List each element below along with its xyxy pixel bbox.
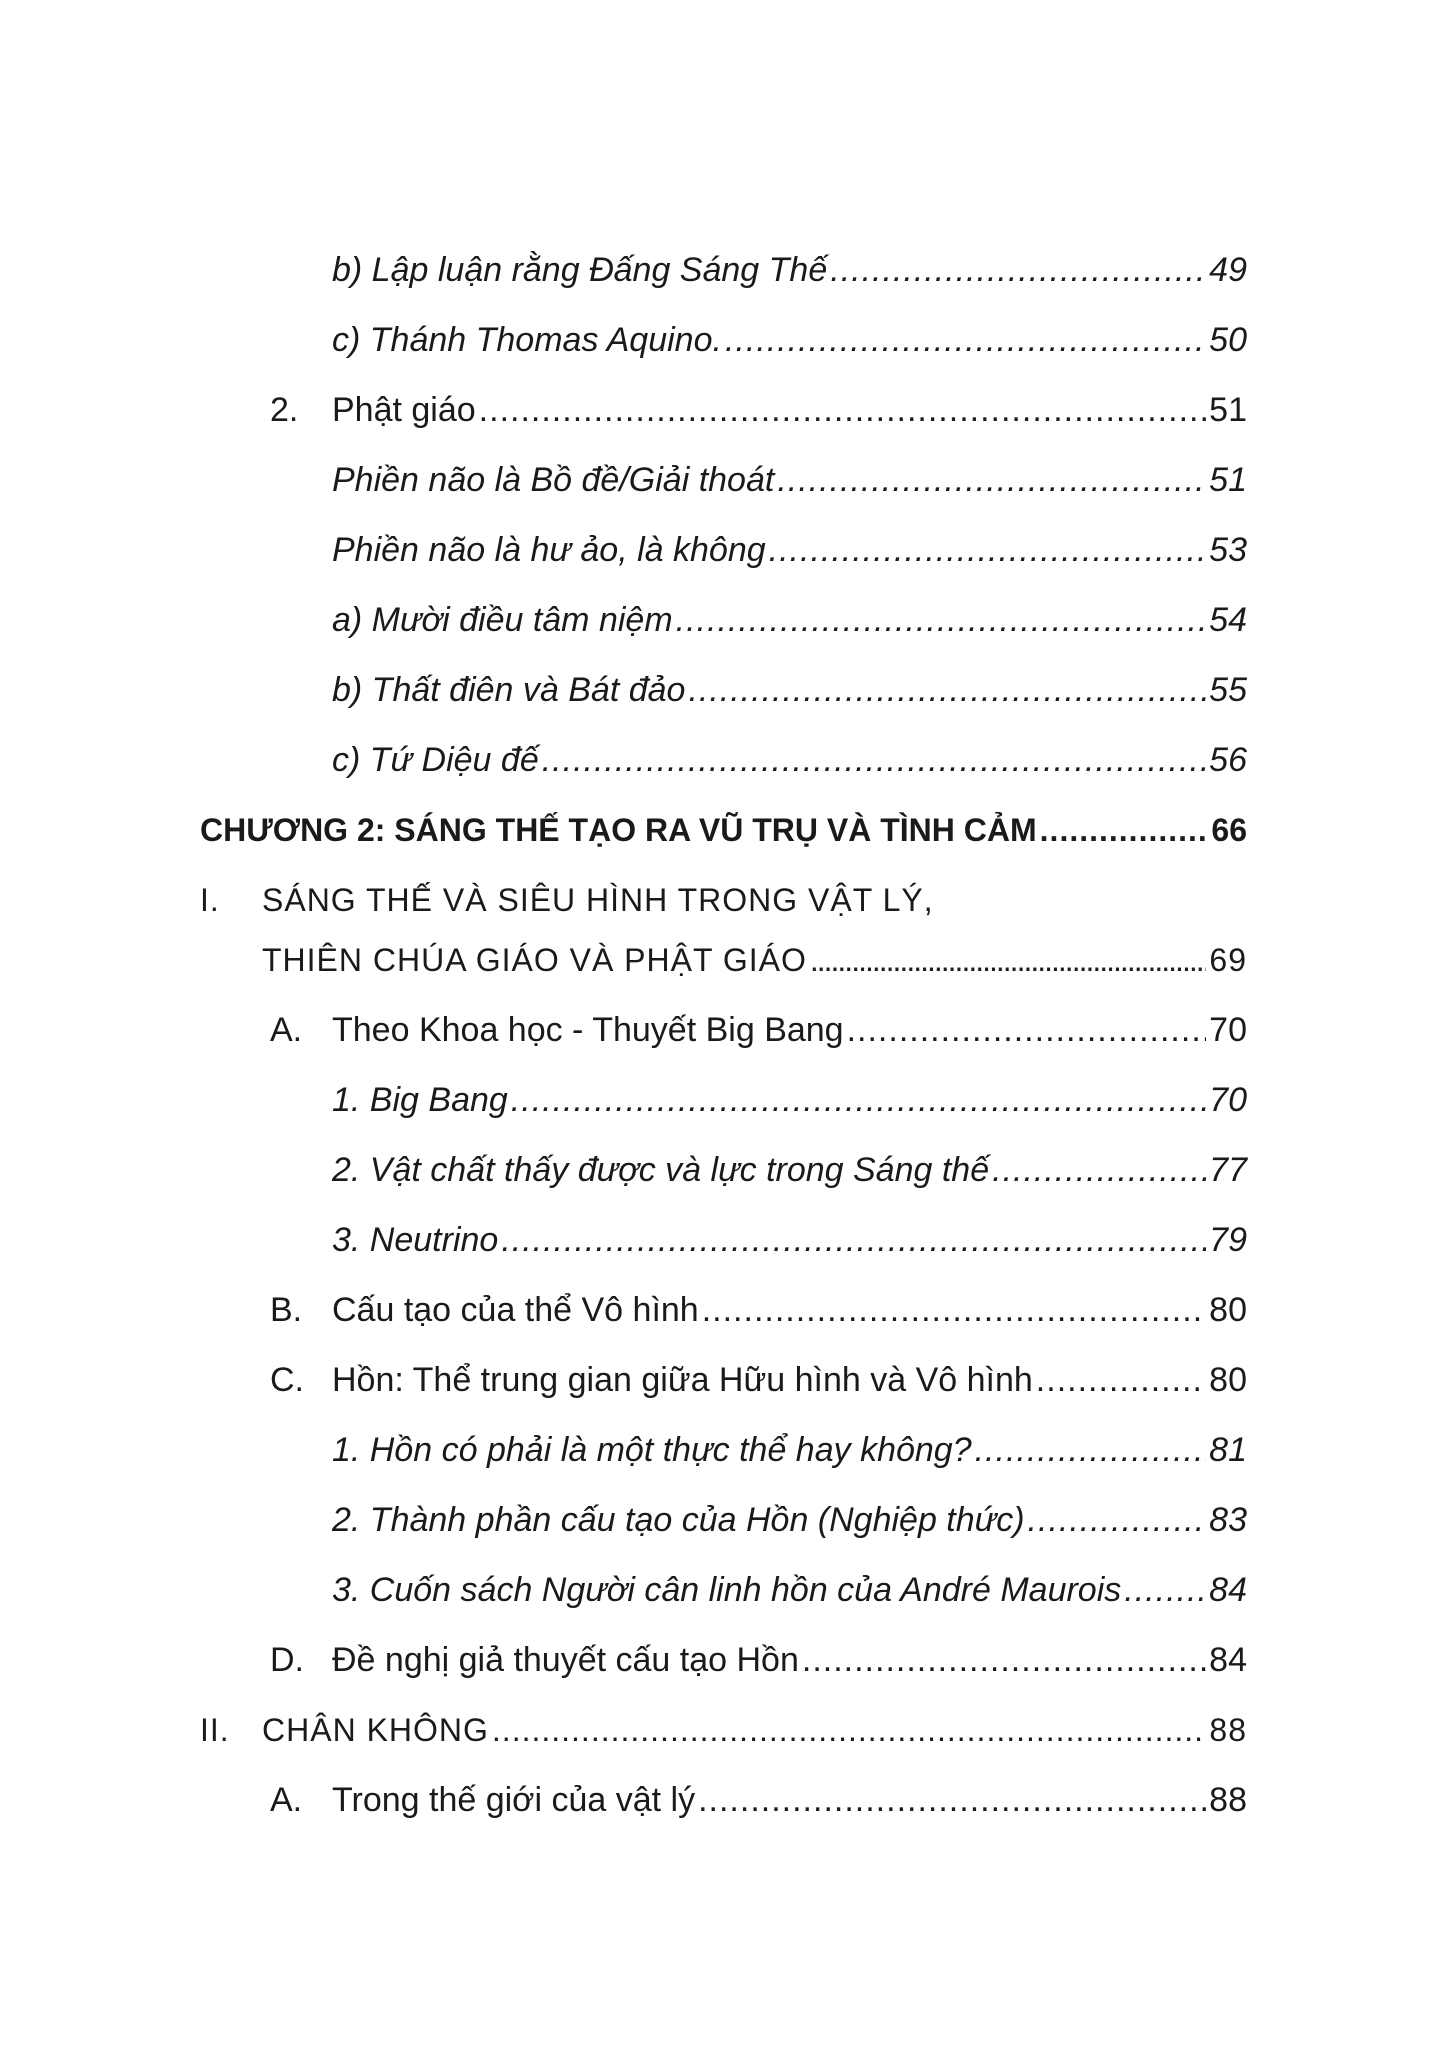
dot-leader — [1036, 1358, 1206, 1402]
toc-page-number: 84 — [1209, 1641, 1247, 1679]
toc-entry — [332, 1078, 1247, 1122]
toc-entry-label: b) Lập luận rằng Đấng Sáng Thế — [332, 251, 828, 289]
toc-entry-label: Cấu tạo của thể Vô hình — [332, 1291, 699, 1329]
dot-leader — [725, 318, 1206, 362]
toc-page-number: 84 — [1209, 1571, 1247, 1609]
dot-leader — [511, 1078, 1206, 1122]
toc-entry-label: Phiền não là hư ảo, là không — [332, 531, 766, 569]
toc-entry — [332, 598, 1247, 642]
toc-entry — [270, 1778, 1247, 1822]
toc-page-number: 66 — [1211, 812, 1247, 848]
toc-page-number: 51 — [1209, 391, 1247, 429]
toc-page-number: 54 — [1209, 601, 1247, 639]
toc-entry-label: 3. Cuốn sách Người cân linh hồn của André Maurois — [332, 1571, 1122, 1609]
toc-entry-label: Trong thế giới của vật lý — [332, 1781, 696, 1819]
toc-page-number: 79 — [1209, 1221, 1247, 1259]
toc-page-number: 70 — [1209, 1011, 1247, 1049]
toc-entry-number: A. — [270, 1781, 303, 1819]
dot-leader — [501, 1218, 1206, 1262]
toc-entry-label: Theo Khoa học - Thuyết Big Bang — [332, 1011, 844, 1049]
toc-entry-label: 2. Vật chất thấy được và lực trong Sáng thế — [332, 1151, 990, 1189]
toc-page-number: 83 — [1209, 1501, 1247, 1539]
toc-page-number: 88 — [1209, 1781, 1247, 1819]
toc-entry — [332, 1428, 1247, 1472]
toc-page-number: 53 — [1209, 531, 1247, 569]
toc-entry — [270, 1288, 1247, 1332]
dot-leader — [1028, 1498, 1207, 1542]
toc-entry — [270, 388, 1247, 432]
dot-leader — [492, 1708, 1207, 1752]
toc-entry-label: 3. Neutrino — [332, 1221, 499, 1259]
toc-entry — [332, 1148, 1247, 1192]
dot-leader — [769, 528, 1207, 572]
dot-leader — [847, 1008, 1207, 1052]
toc-page-number: 55 — [1209, 671, 1247, 709]
toc-page-number: 80 — [1209, 1291, 1247, 1329]
toc-entry-label: THIÊN CHÚA GIÁO VÀ PHẬT GIÁO — [262, 942, 807, 978]
dot-leader — [777, 458, 1206, 502]
toc-page-number: 56 — [1209, 741, 1247, 779]
toc-entry-label: c) Tứ Diệu đế — [332, 741, 539, 779]
toc-entry — [332, 248, 1247, 292]
toc-chapter-heading — [200, 808, 1247, 852]
toc-entry-number: A. — [270, 1011, 303, 1049]
toc-entry-label: Phiền não là Bồ đề/Giải thoát — [332, 461, 775, 499]
dot-leader — [676, 598, 1207, 642]
toc-entry-label: Hồn: Thể trung gian giữa Hữu hình và Vô hình — [332, 1361, 1033, 1399]
dot-leader — [479, 388, 1207, 432]
toc-entry-label: a) Mười điều tâm niệm — [332, 601, 673, 639]
toc-entry — [262, 938, 1247, 982]
dot-leader — [688, 668, 1206, 712]
toc-entry-number: II. — [200, 1712, 230, 1748]
toc-entry-label: SÁNG THẾ VÀ SIÊU HÌNH TRONG VẬT LÝ, — [262, 882, 934, 918]
toc-entry-label: Đề nghị giả thuyết cấu tạo Hồn — [332, 1641, 799, 1679]
toc-entry — [200, 1708, 1247, 1752]
dot-leader — [1124, 1568, 1206, 1612]
dot-leader — [975, 1428, 1207, 1472]
dot-leader — [1040, 808, 1209, 852]
dot-leader — [542, 738, 1206, 782]
toc-entry-label: 1. Big Bang — [332, 1081, 508, 1119]
toc-entry-label: 2. Thành phần cấu tạo của Hồn (Nghiệp thức) — [332, 1501, 1025, 1539]
toc-entry — [270, 1638, 1247, 1682]
toc-page-number: 69 — [1209, 942, 1247, 978]
toc-entry — [332, 528, 1247, 572]
toc-entry-label: 1. Hồn có phải là một thực thể hay không? — [332, 1431, 972, 1469]
dot-leader — [810, 938, 1207, 982]
toc-entry-number: D. — [270, 1641, 304, 1679]
toc-entry — [332, 738, 1247, 782]
toc-entry — [332, 1218, 1247, 1262]
toc-entry-first-line — [200, 878, 934, 922]
toc-entry-label: b) Thất điên và Bát đảo — [332, 671, 686, 709]
dot-leader — [830, 248, 1206, 292]
toc-entry — [332, 1568, 1247, 1612]
toc-page-number: 88 — [1209, 1712, 1247, 1748]
toc-page-number: 80 — [1209, 1361, 1247, 1399]
toc-page-number: 49 — [1209, 251, 1247, 289]
dot-leader — [802, 1638, 1206, 1682]
toc-page-number: 81 — [1209, 1431, 1247, 1469]
toc-entry-number: 2. — [270, 391, 299, 429]
toc-page-number: 50 — [1209, 321, 1247, 359]
toc-entry — [332, 668, 1247, 712]
toc-entry-label: CHƯƠNG 2: SÁNG THẾ TẠO RA VŨ TRỤ VÀ TÌNH CẢM — [200, 812, 1037, 848]
toc-page-number: 51 — [1209, 461, 1247, 499]
toc-entry — [270, 1358, 1247, 1402]
toc-entry-label: c) Thánh Thomas Aquino. — [332, 321, 722, 359]
dot-leader — [992, 1148, 1206, 1192]
toc-entry-number: C. — [270, 1361, 304, 1399]
toc-entry-number: I. — [200, 882, 220, 918]
toc-entry — [332, 458, 1247, 502]
toc-entry-label: Phật giáo — [332, 391, 476, 429]
toc-entry — [270, 1008, 1247, 1052]
toc-entry — [332, 318, 1247, 362]
toc-entry — [332, 1498, 1247, 1542]
dot-leader — [702, 1288, 1206, 1332]
dot-leader — [698, 1778, 1206, 1822]
toc-entry-number: B. — [270, 1291, 303, 1329]
toc-entry-label: CHÂN KHÔNG — [262, 1712, 489, 1748]
toc-page-number: 77 — [1209, 1151, 1247, 1189]
toc-page-number: 70 — [1209, 1081, 1247, 1119]
